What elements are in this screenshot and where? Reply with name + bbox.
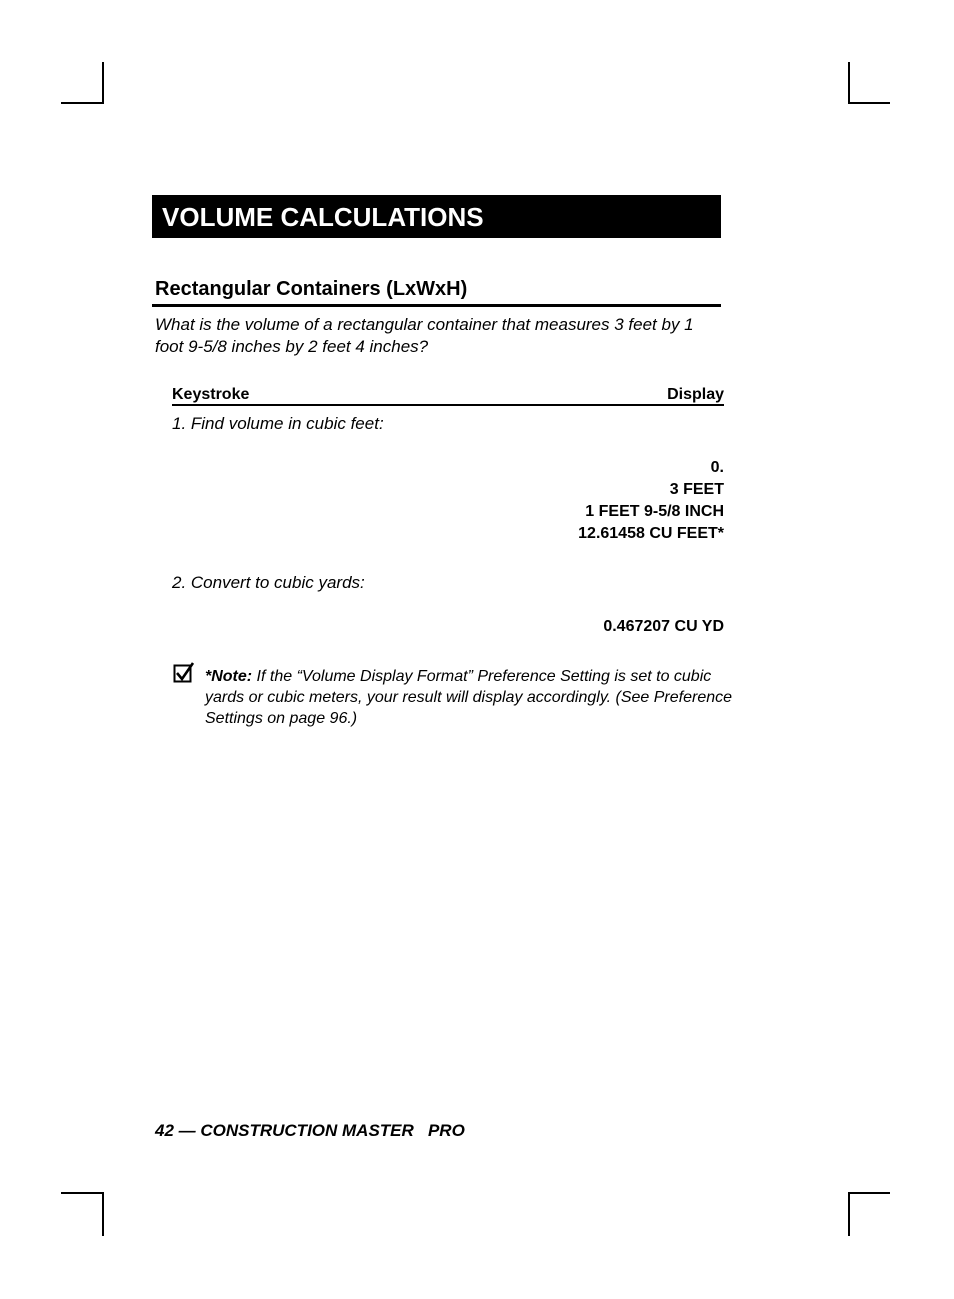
note-text bbox=[205, 666, 735, 729]
display-value: 3 FEET bbox=[669, 481, 724, 498]
crop-mark-top-left-h bbox=[61, 102, 104, 104]
crop-mark-bottom-left-h bbox=[61, 1192, 104, 1194]
page-title: VOLUME CALCULATIONS bbox=[152, 195, 721, 238]
crop-mark-bottom-right-h bbox=[848, 1192, 890, 1194]
checkbox-checked-icon bbox=[173, 662, 195, 684]
keystroke-column-header: Keystroke bbox=[172, 386, 250, 403]
step-2-label: 2. Convert to cubic yards: bbox=[172, 573, 365, 592]
section-divider bbox=[152, 304, 721, 307]
note-lead: *Note: bbox=[205, 668, 253, 685]
step-1-label: 1. Find volume in cubic feet: bbox=[172, 414, 384, 433]
display-value: 1 FEET 9-5/8 INCH bbox=[585, 503, 724, 520]
page-footer: 42 — CONSTRUCTION MASTER PRO bbox=[155, 1121, 465, 1140]
question-text: What is the volume of a rectangular container that measures 3 feet by 1 foot 9-5/8 inches by 2 feet 4 inches? bbox=[155, 315, 694, 356]
display-column-header: Display bbox=[667, 386, 724, 403]
display-value: 0. bbox=[710, 459, 724, 476]
display-value: 12.61458 CU FEET* bbox=[578, 525, 724, 542]
column-header-divider bbox=[172, 404, 724, 406]
note-body: If the “Volume Display Format” Preference Setting is set to cubic yards or cubic meters, your result will display accordingly. (See Preference Settings on page 96.) bbox=[205, 668, 733, 727]
crop-mark-top-left-v bbox=[102, 62, 104, 104]
crop-mark-top-right-h bbox=[848, 102, 890, 104]
crop-mark-top-right-v bbox=[848, 62, 850, 104]
display-value: 0.467207 CU YD bbox=[603, 618, 724, 635]
crop-mark-bottom-right-v bbox=[848, 1192, 850, 1236]
crop-mark-bottom-left-v bbox=[102, 1192, 104, 1236]
section-heading: Rectangular Containers (LxWxH) bbox=[155, 278, 468, 300]
